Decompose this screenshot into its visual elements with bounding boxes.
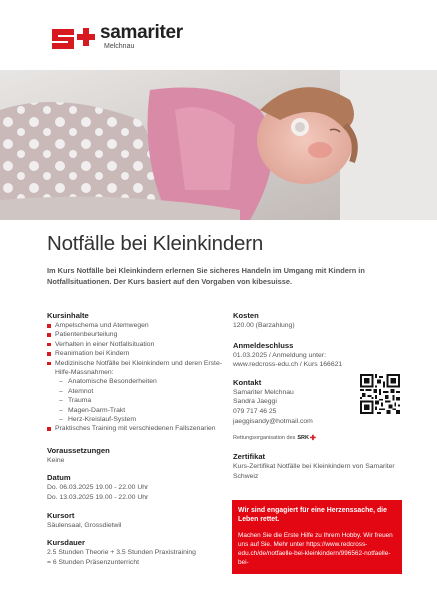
- kontakt-section: [233, 378, 408, 426]
- datum-line: Do. 13.03.2025 19.00 - 22.00 Uhr: [47, 494, 149, 502]
- kosten-heading: Kosten: [233, 311, 259, 320]
- hero-photo: [0, 70, 437, 220]
- kosten-section: [233, 311, 408, 331]
- anmeldeschluss-section: [233, 341, 408, 370]
- anmeldeschluss-link[interactable]: www.redcross-edu.ch / Kurs 166621: [233, 361, 343, 369]
- anmeldeschluss-heading: Anmeldeschluss: [233, 340, 294, 350]
- kursdauer-heading: Kursdauer: [47, 538, 85, 548]
- sub-list-item: – Anatomische Besonderheiten: [59, 377, 227, 386]
- qr-code-icon[interactable]: [360, 374, 400, 414]
- zertifikat-text: Kurs-Zertifikat Notfälle bei Kleinkindern von Samariter Schweiz: [233, 463, 395, 480]
- zertifikat-heading: Zertifikat: [233, 452, 266, 462]
- small-red-cross-icon: ✚: [310, 435, 316, 443]
- s-logo-icon: [50, 25, 76, 51]
- intro-text: Im Kurs Notfälle bei Kleinkindern erlernen Sie sicheres Handeln im Umgang mit Kindern in Notfallsituationen. Der Kurs basiert auf den Vorgaben von kibesuisse.: [47, 266, 365, 286]
- page-title: Notfälle bei Kleinkindern: [47, 232, 264, 255]
- voraussetzungen-heading: Voraussetzungen: [47, 445, 110, 455]
- kosten-text: 120.00 (Barzahlung): [233, 322, 295, 329]
- red-cross-icon: [77, 28, 95, 46]
- sub-list-item: – Trauma: [59, 396, 227, 405]
- voraussetzungen-text: Keine: [47, 456, 65, 464]
- datum-line: Do. 06.03.2025 19.00 - 22.00 Uhr: [47, 484, 149, 492]
- kontakt-line: Samariter Melchnau: [233, 388, 294, 396]
- kontakt-line: Sandra Jaeggi: [233, 398, 277, 406]
- kursdauer-section: [47, 538, 227, 567]
- kursort-section: [47, 511, 227, 531]
- logo-mark: [50, 25, 94, 51]
- sub-list-item: – Atemnot: [59, 387, 227, 396]
- rettung-srk-label: [233, 434, 408, 442]
- kursort-text: Säulensaal, Grossdietwil: [47, 521, 122, 529]
- voraussetzungen-section: [47, 446, 227, 466]
- rettung-prefix: Rettungsorganisation des: [233, 435, 296, 442]
- kursdauer-line: = 6 Stunden Präsenzunterricht: [47, 558, 140, 566]
- list-item: Verhalten in einer Notfallsituation: [47, 340, 227, 349]
- kursinhalte-section: [47, 311, 227, 434]
- list-item: Praktisches Training mit verschiedenen Fallszenarien: [47, 424, 227, 433]
- rettung-org: SRK: [297, 435, 309, 442]
- left-column: [47, 311, 227, 575]
- datum-section: [47, 473, 227, 502]
- promo-box: [232, 500, 402, 574]
- list-item: Reanimation bei Kindern: [47, 349, 227, 358]
- sleeping-child-image: [0, 70, 437, 220]
- kursort-heading: Kursort: [47, 510, 75, 520]
- datum-heading: Datum: [47, 473, 71, 483]
- sub-list: [59, 377, 227, 424]
- right-column: [233, 311, 408, 489]
- brand-name: samariter: [100, 22, 183, 43]
- list-item-text: Medizinische Notfälle bei Kleinkindern und deren Erste-Hilfe-Massnahmen:: [55, 359, 222, 377]
- kursinhalte-heading: Kursinhalte: [47, 311, 89, 320]
- sub-list-item: – Herz-Kreislauf-System: [59, 415, 227, 424]
- list-item: Ampelschema und Atemwegen: [47, 321, 227, 330]
- list-item: [47, 359, 227, 425]
- kontakt-heading: Kontakt: [233, 377, 262, 387]
- kursdauer-line: 2.5 Stunden Theorie + 3.5 Stunden Praxistraining: [47, 549, 196, 557]
- list-item: Patientenbeurteilung: [47, 330, 227, 339]
- zertifikat-section: [233, 452, 408, 481]
- anmeldeschluss-line: 01.03.2025 / Anmeldung unter:: [233, 351, 326, 359]
- kontakt-email[interactable]: jaeggisandy@hotmail.com: [233, 417, 313, 425]
- header: [0, 0, 437, 70]
- promo-heading: Wir sind engagiert für eine Herzenssache, die Leben rettet.: [238, 507, 387, 523]
- brand-subtitle: Melchnau: [104, 43, 135, 50]
- sub-list-item: – Magen-Darm-Trakt: [59, 406, 227, 415]
- promo-text[interactable]: Machen Sie die Erste Hilfe zu Ihrem Hobby. Wir freuen uns auf Sie. Mehr unter https://www.redcross-edu.ch/de/notfaelle-bei-kleinkindern/996562-notfaelle-bei-: [238, 532, 393, 566]
- samariter-logo[interactable]: [50, 24, 183, 51]
- kontakt-phone[interactable]: 079 717 46 25: [233, 407, 277, 415]
- kursinhalte-list: [47, 321, 227, 434]
